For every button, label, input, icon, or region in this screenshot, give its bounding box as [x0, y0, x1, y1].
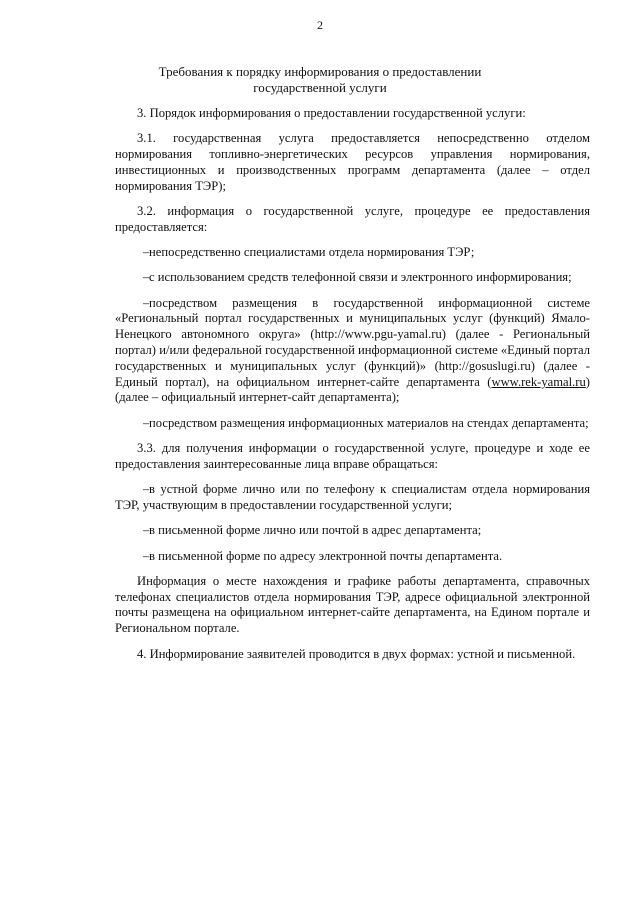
- paragraph-3: 3. Порядок информирования о предоставлении государственной услуги:: [137, 106, 526, 120]
- dash-item-oral: – в устной форме лично или по телефону к специалистам отдела нормирования ТЭР, участвующим в предоставлении государственной услуги;: [115, 482, 590, 514]
- dash-item-stands: – посредством размещения информационных материалов на стендах департамента;: [115, 416, 590, 432]
- section-title: [110, 64, 530, 96]
- document-body: [115, 106, 590, 672]
- paragraph-info: Информация о месте нахождения и графике работы департамента, справочных телефонах специалистов отдела нормирования ТЭР, адресе официальной электронной почты размещена на официальном интернет-сайте департамента, на Едином портале и Региональном портале.: [115, 573, 590, 636]
- section-title-line-1: Требования к порядку информирования о предоставлении: [158, 64, 482, 79]
- dash-item-portals-text: посредством размещения в государственной информационной системе «Региональный портал государственных и муниципальных услуг (функций) Ямало-Ненецкого автономного округа» (http://www.pgu-yamal.ru) (далее - Региональный портал) и/или федеральной государственной информационной системе «Единый портал государственных и муниципальных услуг (функций)» (http://gosuslugi.ru) (далее - Единый портал), на официальном интернет-сайте департамента (: [115, 295, 590, 389]
- paragraph-4: 4. Информирование заявителей проводится в двух формах: устной и письменной.: [137, 646, 576, 661]
- department-website-link[interactable]: www.rek-yamal.ru: [491, 374, 586, 389]
- dash-item-specialists: – непосредственно специалистами отдела нормирования ТЭР;: [115, 245, 590, 261]
- section-title-line-2: государственной услуги: [253, 80, 387, 95]
- dash-item-portals: [115, 296, 590, 407]
- dash-item-portals-text-end: ) (далее – официальный интернет-сайт департамента);: [115, 374, 590, 405]
- paragraph-3-3: 3.3. для получения информации о государственной услуге, процедуре и ходе ее предоставления заинтересованные лица вправе обращаться:: [115, 441, 590, 471]
- dash-item-written-mail: – в письменной форме лично или почтой в адрес департамента;: [115, 523, 590, 539]
- page-number: 2: [317, 18, 323, 32]
- paragraph-3-2: 3.2. информация о государственной услуге, процедуре ее предоставления предоставляется:: [115, 203, 590, 234]
- paragraph-3-1: 3.1. государственная услуга предоставляется непосредственно отделом нормирования топливно-энергетических ресурсов управления нормирования, инвестиционных и производственных программ департамента (далее – отдел нормирования ТЭР);: [115, 131, 590, 193]
- dash-item-written-email: – в письменной форме по адресу электронной почты департамента.: [115, 549, 590, 565]
- dash-item-telephone: – с использованием средств телефонной связи и электронного информирования;: [115, 270, 590, 286]
